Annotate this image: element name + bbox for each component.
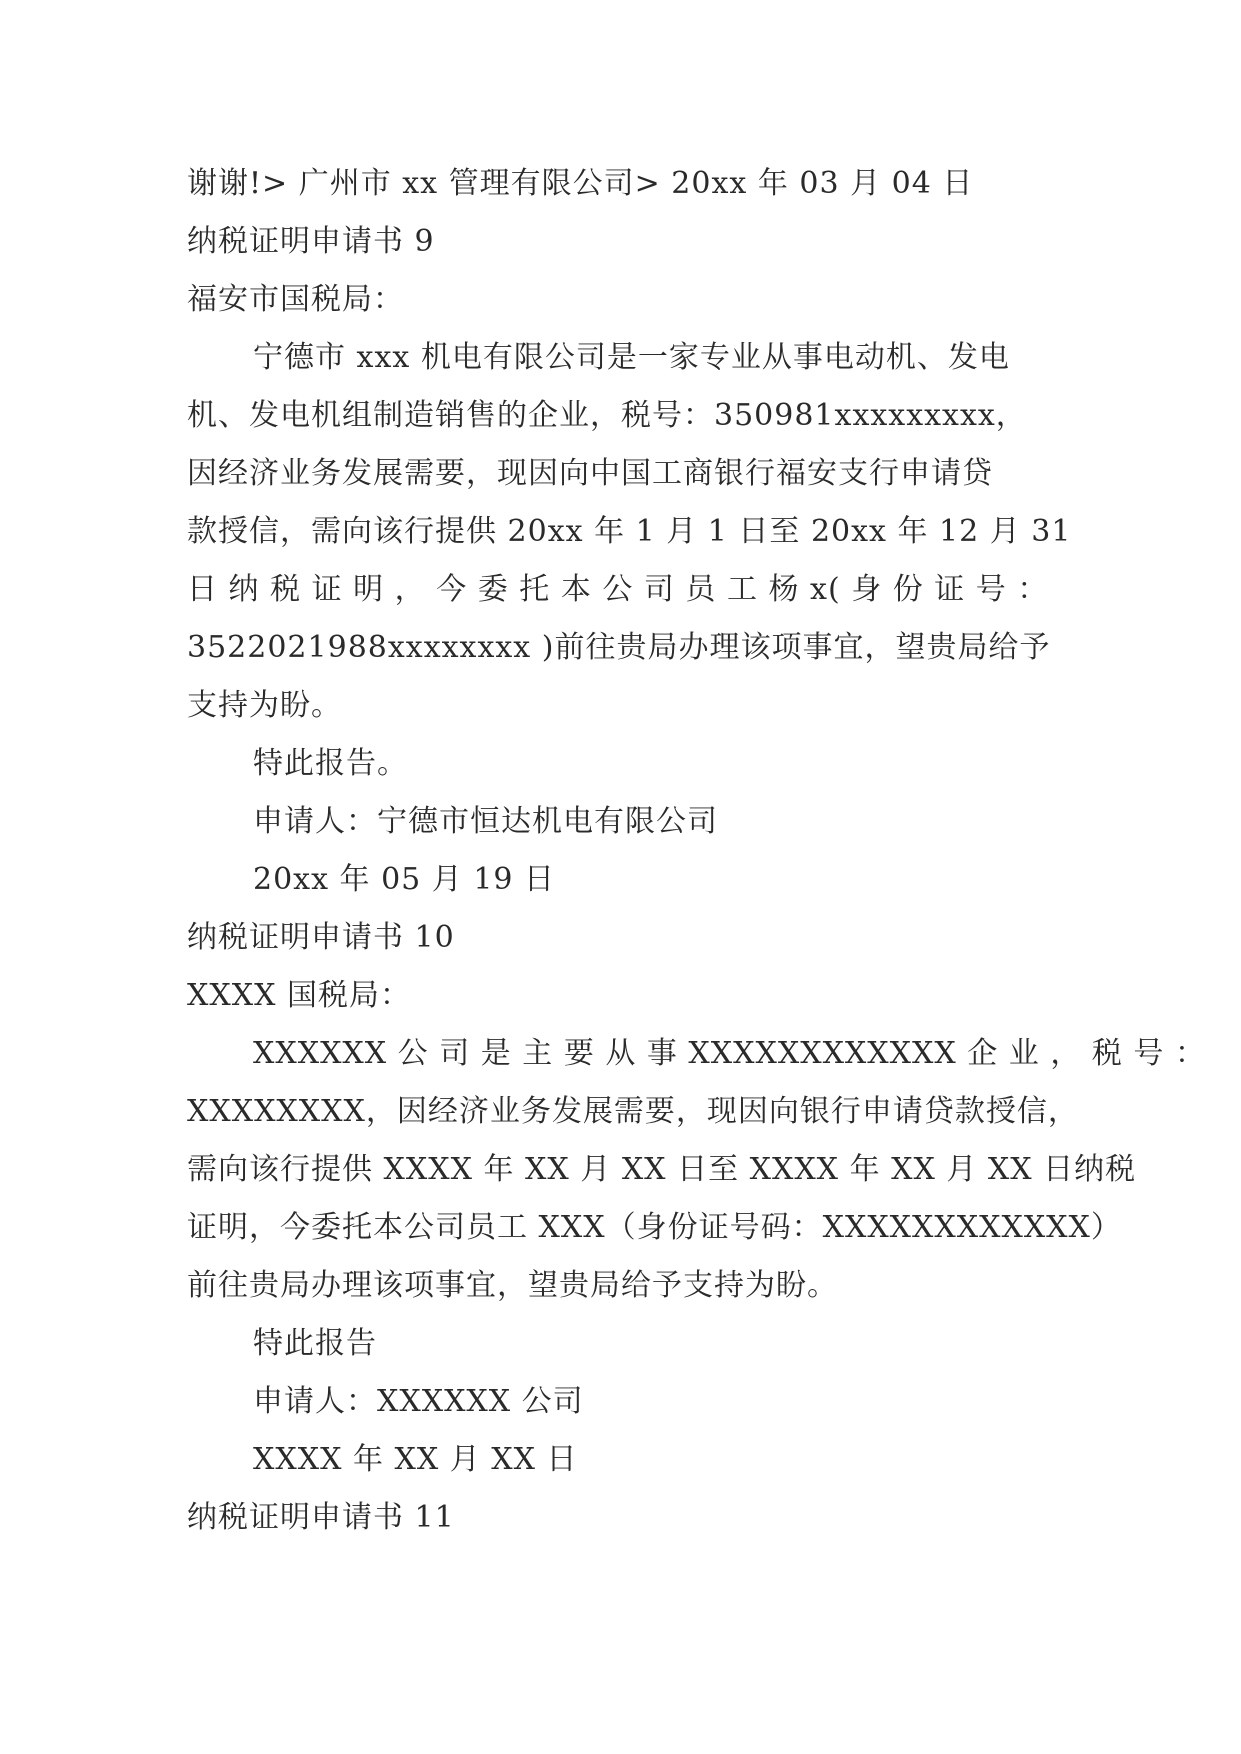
body-line: 宁德市 xxx 机电有限公司是一家专业从事电动机、发电 bbox=[253, 340, 1010, 375]
body-line: 款授信，需向该行提供 20xx 年 1 月 1 日至 20xx 年 12 月 31 bbox=[187, 514, 1072, 549]
section-title-11: 纳税证明申请书 11 bbox=[187, 1500, 455, 1535]
body-line: 前往贵局办理该项事宜，望贵局给予支持为盼。 bbox=[187, 1268, 838, 1303]
closing-line: 谢谢!> 广州市 xx 管理有限公司> 20xx 年 03 月 04 日 bbox=[187, 166, 974, 201]
addressee: XXXX 国税局： bbox=[187, 978, 411, 1013]
body-line: 证明，今委托本公司员工 XXX（身份证号码：XXXXXXXXXXXX） bbox=[187, 1210, 1122, 1245]
body-line: 日 纳 税 证 明 ， 今 委 托 本 公 司 员 工 杨 x( 身 份 证 号 ： bbox=[187, 572, 1049, 607]
section-title-10: 纳税证明申请书 10 bbox=[187, 920, 455, 955]
body-line: XXXXXXXX，因经济业务发展需要，现因向银行申请贷款授信， bbox=[187, 1094, 1079, 1129]
applicant: 申请人：XXXXXX 公司 bbox=[253, 1384, 584, 1419]
body-line: 需向该行提供 XXXX 年 XX 月 XX 日至 XXXX 年 XX 月 XX 日纳税 bbox=[187, 1152, 1137, 1187]
date: XXXX 年 XX 月 XX 日 bbox=[253, 1442, 578, 1477]
body-line: 因经济业务发展需要，现因向中国工商银行福安支行申请贷 bbox=[187, 456, 993, 491]
body-line: 3522021988xxxxxxxx )前往贵局办理该项事宜，望贵局给予 bbox=[187, 630, 1051, 665]
date: 20xx 年 05 月 19 日 bbox=[253, 862, 556, 897]
report-closing: 特此报告。 bbox=[253, 746, 408, 781]
section-title-9: 纳税证明申请书 9 bbox=[187, 224, 435, 259]
body-line: XXXXXX 公 司 是 主 要 从 事 XXXXXXXXXXXX 企 业 ， 税 号 ： bbox=[253, 1036, 1206, 1071]
addressee: 福安市国税局： bbox=[187, 282, 404, 317]
report-closing: 特此报告 bbox=[253, 1326, 377, 1361]
body-line: 支持为盼。 bbox=[187, 688, 342, 723]
applicant: 申请人：宁德市恒达机电有限公司 bbox=[253, 804, 718, 839]
body-line: 机、发电机组制造销售的企业，税号：350981xxxxxxxxx， bbox=[187, 398, 1027, 433]
